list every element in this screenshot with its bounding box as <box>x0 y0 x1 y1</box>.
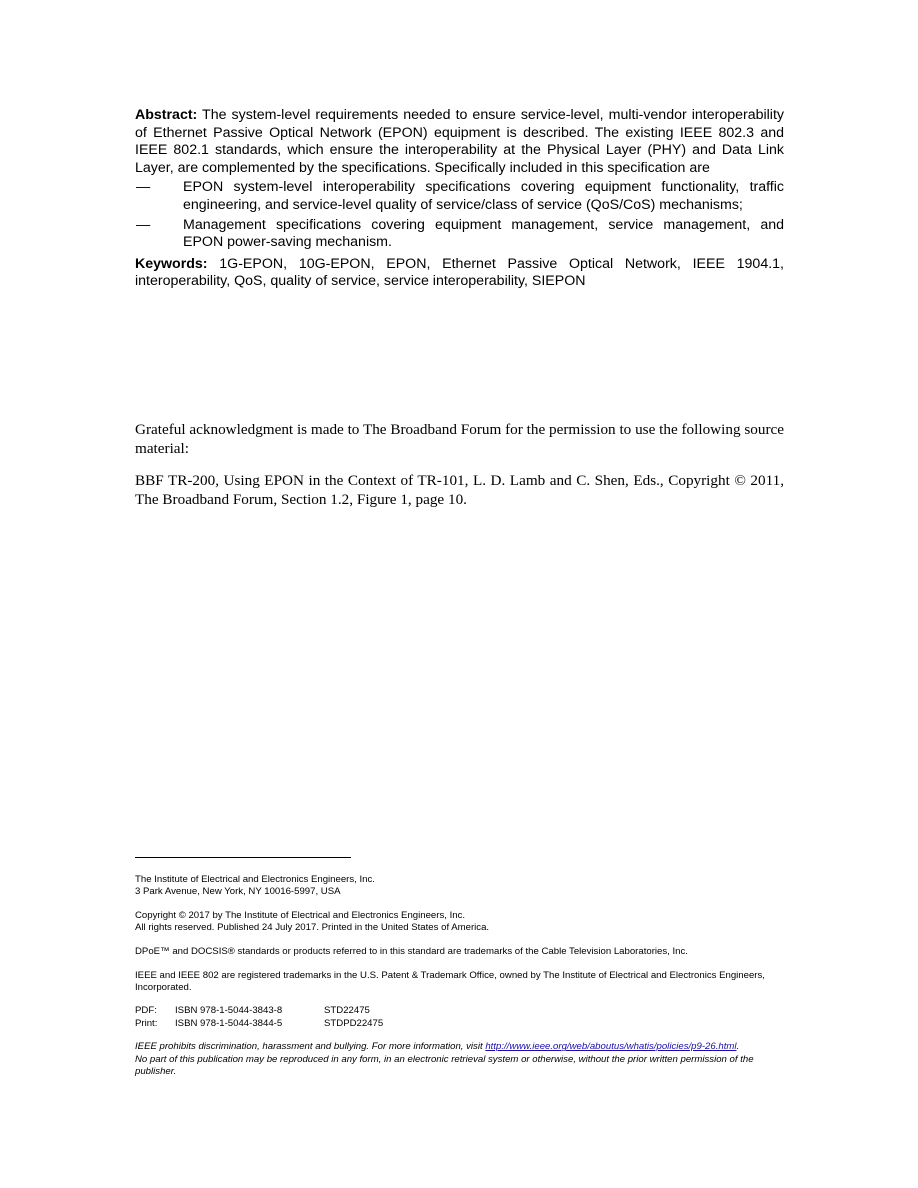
bullet-text: Management specifications covering equipment management, service management, and EPON power-saving mechanism. <box>183 216 784 251</box>
isbn-std: STD22475 <box>324 1005 370 1017</box>
isbn-format: Print: <box>135 1017 158 1029</box>
bullet-dash: — <box>136 179 151 196</box>
keywords-paragraph <box>135 256 784 291</box>
policy-prefix: IEEE prohibits discrimination, harassment and bullying. For more information, visit <box>135 1041 486 1053</box>
isbn-row <box>135 1018 784 1030</box>
institute-address <box>135 874 784 898</box>
abstract-bullet <box>135 179 784 214</box>
institute-street: 3 Park Avenue, New York, NY 10016-5997, USA <box>135 886 341 898</box>
abstract-text: The system-level requirements needed to ensure service-level, multi-vendor interoperability of Ethernet Passive Optical Network (EPON) equipment is described. The existing IEEE 802.3 and IEEE 802.1 standards, which ensure the interoperability at the Physical Layer (PHY) and Data Link Layer, are complemented by the specifications. Specifically included in this specification are <box>135 107 784 176</box>
institute-name: The Institute of Electrical and Electronics Engineers, Inc. <box>135 874 375 885</box>
source-material-paragraph: BBF TR-200, Using EPON in the Context of TR-101, L. D. Lamb and C. Shen, Eds., Copyright © 2011, The Broadband Forum, Section 1.2, Figure 1, page 10. <box>135 472 784 508</box>
abstract-paragraph <box>135 107 784 177</box>
footer <box>135 874 784 1089</box>
footer-divider <box>135 857 351 858</box>
policy-link[interactable]: http://www.ieee.org/web/aboutus/whatis/policies/p9-26.html <box>485 1041 737 1053</box>
isbn-std: STDPD22475 <box>324 1017 384 1029</box>
abstract-bullet <box>135 217 784 252</box>
bullet-dash: — <box>136 216 151 233</box>
rights-line: All rights reserved. Published 24 July 2017. Printed in the United States of America. <box>135 922 490 934</box>
trademark-dpoe: DPoE™ and DOCSIS® standards or products referred to in this standard are trademarks of the Cable Television Laboratories, Inc. <box>135 945 688 957</box>
bullet-text: EPON system-level interoperability specifications covering equipment functionality, traffic engineering, and service-level quality of service/class of service (QoS/CoS) mechanisms; <box>183 179 784 213</box>
acknowledgment-paragraph: Grateful acknowledgment is made to The Broadband Forum for the permission to use the following source material: <box>135 421 784 457</box>
policy-suffix: . <box>736 1041 740 1053</box>
isbn-table <box>135 1005 784 1029</box>
copyright-line: Copyright © 2017 by The Institute of Electrical and Electronics Engineers, Inc. <box>135 909 466 921</box>
copyright-notice <box>135 910 784 934</box>
isbn-number: ISBN 978-1-5044-3843-8 <box>175 1005 283 1017</box>
isbn-format: PDF: <box>135 1005 157 1017</box>
abstract-label: Abstract: <box>135 107 198 123</box>
isbn-number: ISBN 978-1-5044-3844-5 <box>175 1017 283 1029</box>
trademark-ieee: IEEE and IEEE 802 are registered trademarks in the U.S. Patent & Trademark Office, owned by The Institute of Electrical and Electronics Engineers, Incorporated. <box>135 969 765 993</box>
reproduction-notice: No part of this publication may be reproduced in any form, in an electronic retrieval system or otherwise, without the prior written permission of the publisher. <box>135 1053 754 1077</box>
keywords-label: Keywords: <box>135 255 208 272</box>
keywords-text: 1G-EPON, 10G-EPON, EPON, Ethernet Passive Optical Network, IEEE 1904.1, interoperability, QoS, quality of service, service interoperability, SIEPON <box>135 255 784 290</box>
abstract-section <box>135 107 784 291</box>
isbn-row <box>135 1005 784 1017</box>
policy-notice <box>135 1041 784 1078</box>
